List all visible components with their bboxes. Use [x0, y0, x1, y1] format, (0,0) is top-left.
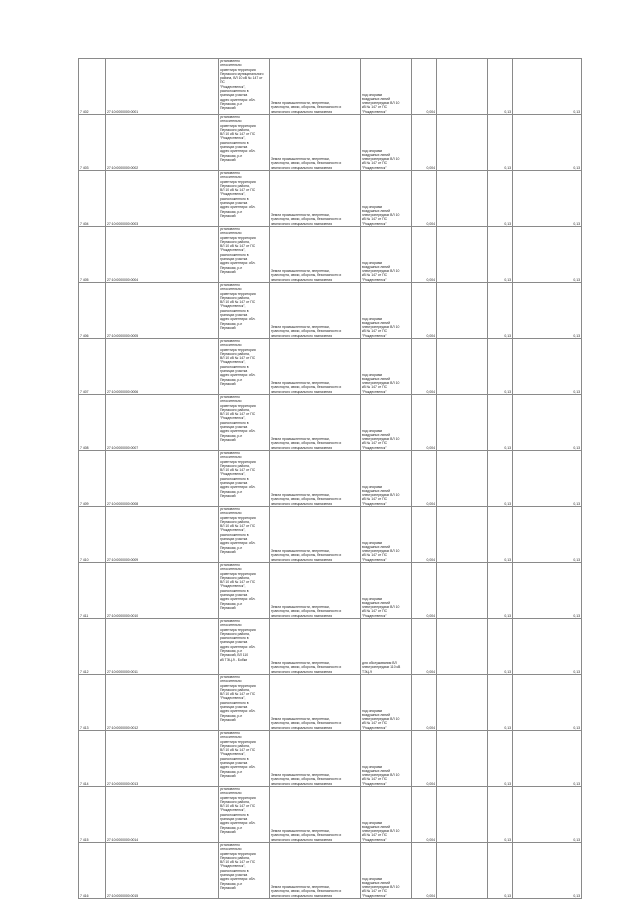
cost-value: 0,13 — [488, 619, 513, 675]
total-value: 0,13 — [513, 675, 582, 731]
total-value: 0,13 — [513, 787, 582, 843]
cadastral-number: 27:10:0000000:0010 — [106, 563, 219, 619]
total-value: 0,13 — [513, 731, 582, 787]
total-value: 0,13 — [513, 339, 582, 395]
cost-value: 0,13 — [488, 59, 513, 115]
land-category: Земли промышленности, энергетики, транспорта, связи, обороны, безопасности и земли иного специального назначения — [270, 787, 361, 843]
cost-value: 0,13 — [488, 843, 513, 899]
table-row — [79, 283, 582, 339]
land-register-table — [78, 58, 582, 899]
total-value: 0,13 — [513, 619, 582, 675]
kind-of-right — [437, 283, 488, 339]
table-row — [79, 339, 582, 395]
kind-of-right — [437, 619, 488, 675]
cost-value: 0,13 — [488, 675, 513, 731]
row-number: 7 411 — [79, 563, 106, 619]
row-number: 7 402 — [79, 59, 106, 115]
location-description: установлено относительно ориентира территория Пермского района, ВЛ 10 кВ № 147 от ПС "Рождественск", расположенного в границах участка адрес ориентира: обл. Пермская, р-н Пермский — [219, 507, 270, 563]
area-value: 0,004 — [412, 171, 437, 227]
location-description: установлено относительно ориентира территория Пермского района, ВЛ 10 кВ № 147 от ПС "Рождественск", расположенного в границах участка адрес ориентира: обл. Пермская, р-н Пермский — [219, 787, 270, 843]
cost-value: 0,13 — [488, 227, 513, 283]
cadastral-number: 27:10:0000000:0003 — [106, 171, 219, 227]
cost-value: 0,13 — [488, 731, 513, 787]
location-description: установлено относительно ориентира территория Пермского муниципального района, ВЛ 10 кВ № 147 от ПС "Рождественск", расположенного в границах участка адрес ориентира: обл. Пермская, р-н Пермский — [219, 59, 270, 115]
area-value: 0,004 — [412, 787, 437, 843]
table-row — [79, 59, 582, 115]
row-number: 7 403 — [79, 115, 106, 171]
cadastral-number: 27:10:0000000:0012 — [106, 675, 219, 731]
kind-of-right — [437, 843, 488, 899]
total-value: 0,13 — [513, 507, 582, 563]
kind-of-right — [437, 451, 488, 507]
permitted-use: под опорами воздушных линий электропередачи ВЛ 10 кВ № 147 от ПС "Рождественск" — [361, 227, 412, 283]
cadastral-number: 27:10:0000000:0004 — [106, 227, 219, 283]
cost-value: 0,13 — [488, 283, 513, 339]
land-category: Земли промышленности, энергетики, транспорта, связи, обороны, безопасности и земли иного специального назначения — [270, 227, 361, 283]
kind-of-right — [437, 59, 488, 115]
location-description: установлено относительно ориентира территория Пермского района, ВЛ 10 кВ № 147 от ПС "Рождественск", расположенного в границах участка адрес ориентира: обл. Пермская, р-н Пермский — [219, 451, 270, 507]
cadastral-number: 27:10:0000000:0015 — [106, 843, 219, 899]
permitted-use: под опорами воздушных линий электропередачи ВЛ 10 кВ № 147 от ПС "Рождественск" — [361, 507, 412, 563]
location-description: установлено относительно ориентира территория Пермского района, ВЛ 10 кВ № 147 от ПС "Рождественск", расположенного в границах участка адрес ориентира: обл. Пермская, р-н Пермский — [219, 339, 270, 395]
land-category: Земли промышленности, энергетики, транспорта, связи, обороны, безопасности и земли иного специального назначения — [270, 675, 361, 731]
table-row — [79, 563, 582, 619]
row-number: 7 407 — [79, 339, 106, 395]
location-description: установлено относительно ориентира территория Пермского района, ВЛ 10 кВ № 147 от ПС "Рождественск", расположенного в границах участка адрес ориентира: обл. Пермская, р-н Пермский — [219, 395, 270, 451]
permitted-use: под опорами воздушных линий электропередачи ВЛ 10 кВ № 147 от ПС "Рождественск" — [361, 395, 412, 451]
land-category: Земли промышленности, энергетики, транспорта, связи, обороны, безопасности и земли иного специального назначения — [270, 451, 361, 507]
row-number: 7 406 — [79, 283, 106, 339]
cost-value: 0,13 — [488, 451, 513, 507]
land-category: Земли промышленности, энергетики, транспорта, связи, обороны, безопасности и земли иного специального назначения — [270, 171, 361, 227]
table-row — [79, 507, 582, 563]
total-value: 0,13 — [513, 59, 582, 115]
permitted-use: под опорами воздушных линий электропередачи ВЛ 10 кВ № 147 от ПС "Рождественск" — [361, 283, 412, 339]
row-number: 7 414 — [79, 731, 106, 787]
row-number: 7 409 — [79, 451, 106, 507]
row-number: 7 416 — [79, 843, 106, 899]
cadastral-number: 27:10:0000000:0009 — [106, 507, 219, 563]
area-value: 0,004 — [412, 59, 437, 115]
row-number: 7 415 — [79, 787, 106, 843]
row-number: 7 412 — [79, 619, 106, 675]
cadastral-number: 27:10:0000000:0006 — [106, 339, 219, 395]
land-category: Земли промышленности, энергетики, транспорта, связи, обороны, безопасности и земли иного специального назначения — [270, 507, 361, 563]
permitted-use: под опорами воздушных линий электропередачи ВЛ 10 кВ № 147 от ПС "Рождественск" — [361, 787, 412, 843]
kind-of-right — [437, 787, 488, 843]
cadastral-number: 27:10:0000000:0014 — [106, 787, 219, 843]
table-row — [79, 395, 582, 451]
location-description: установлено относительно ориентира территория Пермского района, ВЛ 10 кВ № 147 от ПС "Рождественск", расположенного в границах участка адрес ориентира: обл. Пермская, р-н Пермский — [219, 283, 270, 339]
cadastral-number: 27:10:0000000:0008 — [106, 451, 219, 507]
permitted-use: под опорами воздушных линий электропередачи ВЛ 10 кВ № 147 от ПС "Рождественск" — [361, 115, 412, 171]
land-category: Земли промышленности, энергетики, транспорта, связи, обороны, безопасности и земли иного специального назначения — [270, 395, 361, 451]
cost-value: 0,13 — [488, 339, 513, 395]
permitted-use: под опорами воздушных линий электропередачи ВЛ 10 кВ № 147 от ПС "Рождественск" — [361, 731, 412, 787]
permitted-use: для обслуживания ВЛ электропередачи 110 кВ ТЭЦ-9 — [361, 619, 412, 675]
permitted-use: под опорами воздушных линий электропередачи ВЛ 10 кВ № 147 от ПС "Рождественск" — [361, 563, 412, 619]
permitted-use: под опорами воздушных линий электропередачи ВЛ 10 кВ № 147 от ПС "Рождественск" — [361, 451, 412, 507]
row-number: 7 410 — [79, 507, 106, 563]
location-description: установлено относительно ориентира территория Пермского района, ВЛ 10 кВ № 147 от ПС "Рождественск", расположенного в границах участка адрес ориентира: обл. Пермская, р-н Пермский — [219, 731, 270, 787]
kind-of-right — [437, 227, 488, 283]
kind-of-right — [437, 395, 488, 451]
total-value: 0,13 — [513, 843, 582, 899]
area-value: 0,004 — [412, 507, 437, 563]
kind-of-right — [437, 507, 488, 563]
area-value: 0,004 — [412, 395, 437, 451]
total-value: 0,13 — [513, 563, 582, 619]
area-value: 0,004 — [412, 843, 437, 899]
land-category: Земли промышленности, энергетики, транспорта, связи, обороны, безопасности и земли иного специального назначения — [270, 843, 361, 899]
cadastral-number: 27:10:0000000:0013 — [106, 731, 219, 787]
row-number: 7 404 — [79, 171, 106, 227]
kind-of-right — [437, 731, 488, 787]
land-category: Земли промышленности, энергетики, транспорта, связи, обороны, безопасности и земли иного специального назначения — [270, 115, 361, 171]
area-value: 0,004 — [412, 451, 437, 507]
kind-of-right — [437, 563, 488, 619]
cost-value: 0,13 — [488, 787, 513, 843]
area-value: 0,004 — [412, 675, 437, 731]
table-row — [79, 675, 582, 731]
permitted-use: под опорами воздушных линий электропередачи ВЛ 10 кВ № 147 от ПС "Рождественск" — [361, 339, 412, 395]
cadastral-number: 27:10:0000000:0001 — [106, 59, 219, 115]
land-category: Земли промышленности, энергетики, транспорта, связи, обороны, безопасности и земли иного специального назначения — [270, 619, 361, 675]
area-value: 0,004 — [412, 283, 437, 339]
table-row — [79, 731, 582, 787]
table-row — [79, 787, 582, 843]
kind-of-right — [437, 171, 488, 227]
area-value: 0,004 — [412, 731, 437, 787]
total-value: 0,13 — [513, 115, 582, 171]
table-row — [79, 227, 582, 283]
land-category: Земли промышленности, энергетики, транспорта, связи, обороны, безопасности и земли иного специального назначения — [270, 731, 361, 787]
cost-value: 0,13 — [488, 507, 513, 563]
table-row — [79, 115, 582, 171]
permitted-use: под опорами воздушных линий электропередачи ВЛ 10 кВ № 147 от ПС "Рождественск" — [361, 171, 412, 227]
row-number: 7 408 — [79, 395, 106, 451]
location-description: установлено относительно ориентира территория Пермского района, ВЛ 10 кВ № 147 от ПС "Рождественск", расположенного в границах участка адрес ориентира: обл. Пермская, р-н Пермский — [219, 227, 270, 283]
table-row — [79, 451, 582, 507]
table-row — [79, 171, 582, 227]
register-body — [79, 59, 582, 899]
total-value: 0,13 — [513, 227, 582, 283]
area-value: 0,004 — [412, 115, 437, 171]
row-number: 7 413 — [79, 675, 106, 731]
location-description: установлено относительно ориентира территория Пермского района, расположенного в границах участка адрес ориентира: обл. Пермская, р-н Пермский, ВЛ 110 кВ ТЭЦ-9 - Бобки — [219, 619, 270, 675]
area-value: 0,004 — [412, 619, 437, 675]
cost-value: 0,13 — [488, 115, 513, 171]
location-description: установлено относительно ориентира территория Пермского района, ВЛ 10 кВ № 147 от ПС "Рождественск", расположенного в границах участка адрес ориентира: обл. Пермская, р-н Пермский — [219, 115, 270, 171]
cadastral-number: 27:10:0000000:0002 — [106, 115, 219, 171]
permitted-use: под опорами воздушных линий электропередачи ВЛ 10 кВ № 147 от ПС "Рождественск" — [361, 59, 412, 115]
location-description: установлено относительно ориентира территория Пермского района, ВЛ 10 кВ № 147 от ПС "Рождественск", расположенного в границах участка адрес ориентира: обл. Пермская, р-н Пермский — [219, 675, 270, 731]
cadastral-number: 27:10:0000000:0005 — [106, 283, 219, 339]
location-description: установлено относительно ориентира территория Пермского района, ВЛ 10 кВ № 147 от ПС "Рождественск", расположенного в границах участка адрес ориентира: обл. Пермская, р-н Пермский — [219, 171, 270, 227]
area-value: 0,004 — [412, 563, 437, 619]
cost-value: 0,13 — [488, 395, 513, 451]
total-value: 0,13 — [513, 283, 582, 339]
table-row — [79, 619, 582, 675]
kind-of-right — [437, 339, 488, 395]
cadastral-number: 27:10:0000000:0011 — [106, 619, 219, 675]
permitted-use: под опорами воздушных линий электропередачи ВЛ 10 кВ № 147 от ПС "Рождественск" — [361, 843, 412, 899]
total-value: 0,13 — [513, 171, 582, 227]
location-description: установлено относительно ориентира территория Пермского района, ВЛ 10 кВ № 147 от ПС "Рождественск", расположенного в границах участка адрес ориентира: обл. Пермская, р-н Пермский — [219, 563, 270, 619]
land-category: Земли промышленности, энергетики, транспорта, связи, обороны, безопасности и земли иного специального назначения — [270, 563, 361, 619]
location-description: установлено относительно ориентира территория Пермского района, ВЛ 10 кВ № 147 от ПС "Рождественск", расположенного в границах участка адрес ориентира: обл. Пермская, р-н Пермский — [219, 843, 270, 899]
land-category: Земли промышленности, энергетики, транспорта, связи, обороны, безопасности и земли иного специального назначения — [270, 339, 361, 395]
row-number: 7 405 — [79, 227, 106, 283]
kind-of-right — [437, 675, 488, 731]
total-value: 0,13 — [513, 395, 582, 451]
area-value: 0,004 — [412, 227, 437, 283]
land-category: Земли промышленности, энергетики, транспорта, связи, обороны, безопасности и земли иного специального назначения — [270, 283, 361, 339]
land-category: Земли промышленности, энергетики, транспорта, связи, обороны, безопасности и земли иного специального назначения — [270, 59, 361, 115]
cadastral-number: 27:10:0000000:0007 — [106, 395, 219, 451]
permitted-use: под опорами воздушных линий электропередачи ВЛ 10 кВ № 147 от ПС "Рождественск" — [361, 675, 412, 731]
cost-value: 0,13 — [488, 171, 513, 227]
table-row — [79, 843, 582, 899]
total-value: 0,13 — [513, 451, 582, 507]
cost-value: 0,13 — [488, 563, 513, 619]
area-value: 0,004 — [412, 339, 437, 395]
kind-of-right — [437, 115, 488, 171]
